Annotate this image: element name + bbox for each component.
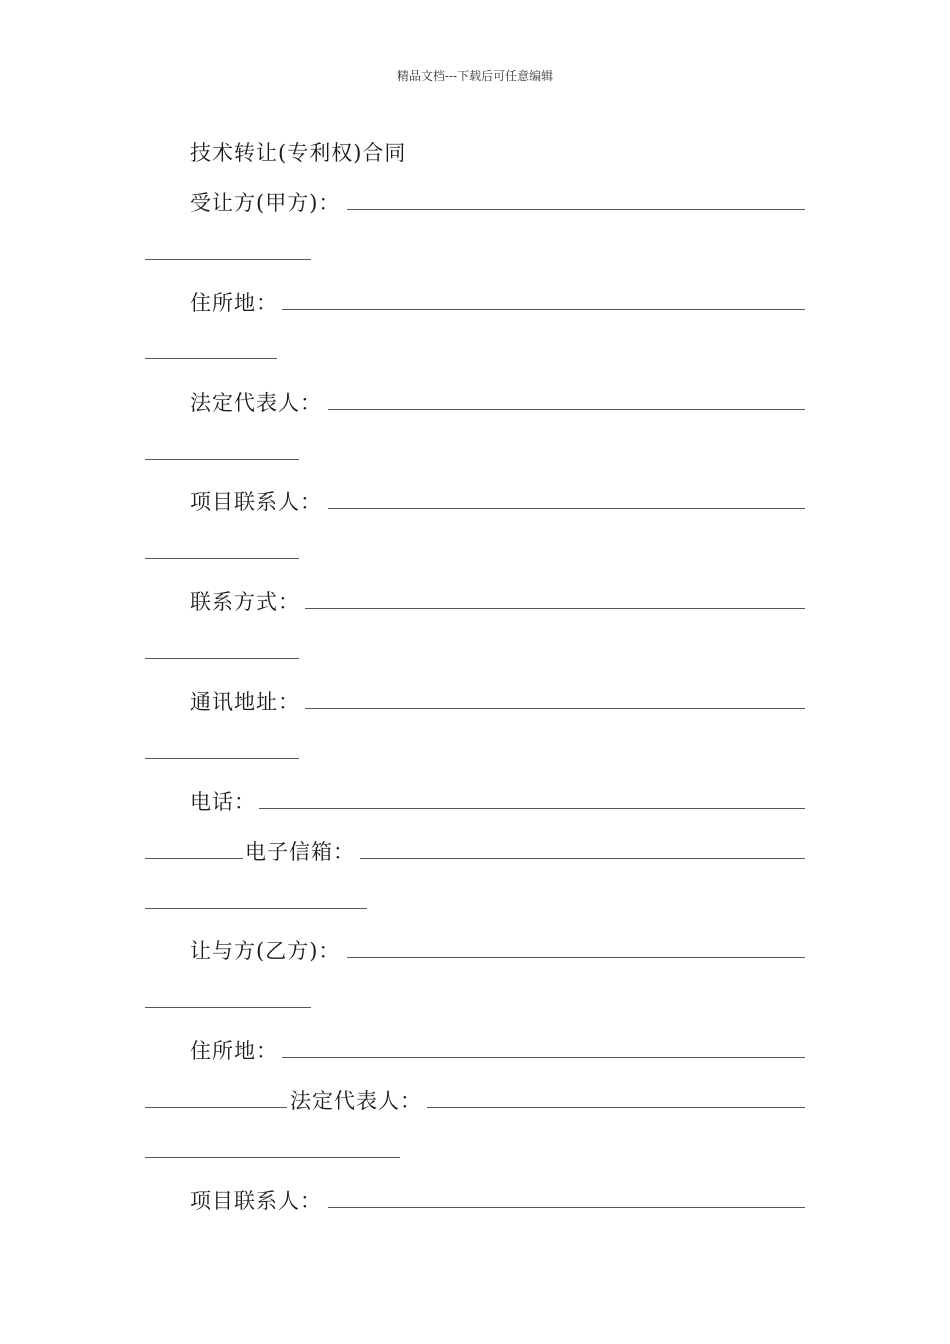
party-a-contact-method-field-continuation[interactable] — [145, 658, 299, 659]
party-a-contact-person-field[interactable] — [328, 508, 805, 509]
party-a-contact-person-field-continuation[interactable] — [145, 558, 299, 559]
party-a-contact-person-label: 项目联系人： — [190, 490, 322, 514]
party-a-name-field[interactable] — [347, 209, 805, 210]
party-a-mail-address-field-continuation[interactable] — [145, 758, 299, 759]
party-a-phone-field-continuation[interactable] — [145, 858, 243, 859]
party-a-mail-address-field[interactable] — [305, 708, 805, 709]
party-b-name-label: 让与方(乙方)： — [190, 939, 341, 963]
party-a-legal-rep-label: 法定代表人： — [190, 391, 322, 415]
party-a-contact-method-field[interactable] — [305, 608, 805, 609]
party-a-address-field[interactable] — [282, 309, 805, 310]
party-a-phone-field[interactable] — [259, 808, 805, 809]
party-a-address-label: 住所地： — [190, 291, 278, 315]
party-a-name-field-continuation[interactable] — [145, 259, 311, 260]
party-a-email-field-continuation[interactable] — [145, 908, 367, 909]
party-a-mail-address-label: 通讯地址： — [190, 690, 300, 714]
party-b-name-field[interactable] — [347, 957, 805, 958]
party-a-legal-rep-field[interactable] — [328, 409, 805, 410]
party-a-phone-label: 电话： — [190, 790, 256, 814]
party-b-name-field-continuation[interactable] — [145, 1007, 311, 1008]
party-a-address-field-continuation[interactable] — [145, 358, 277, 359]
party-b-legal-rep-field[interactable] — [427, 1107, 805, 1108]
party-a-legal-rep-field-continuation[interactable] — [145, 459, 299, 460]
page-header: 精品文档---下载后可任意编辑 — [396, 69, 554, 83]
party-a-name-label: 受让方(甲方)： — [190, 191, 341, 215]
party-b-address-field-continuation[interactable] — [145, 1107, 287, 1108]
party-b-legal-rep-field-continuation[interactable] — [145, 1157, 400, 1158]
party-a-contact-method-label: 联系方式： — [190, 590, 300, 614]
document-title: 技术转让(专利权)合同 — [190, 141, 407, 165]
party-b-address-label: 住所地： — [190, 1039, 278, 1063]
party-a-email-label: 电子信箱： — [245, 840, 355, 864]
party-a-email-field[interactable] — [360, 858, 805, 859]
party-b-legal-rep-label: 法定代表人： — [290, 1089, 422, 1113]
party-b-contact-person-label: 项目联系人： — [190, 1189, 322, 1213]
party-b-contact-person-field[interactable] — [328, 1207, 805, 1208]
party-b-address-field[interactable] — [282, 1057, 805, 1058]
